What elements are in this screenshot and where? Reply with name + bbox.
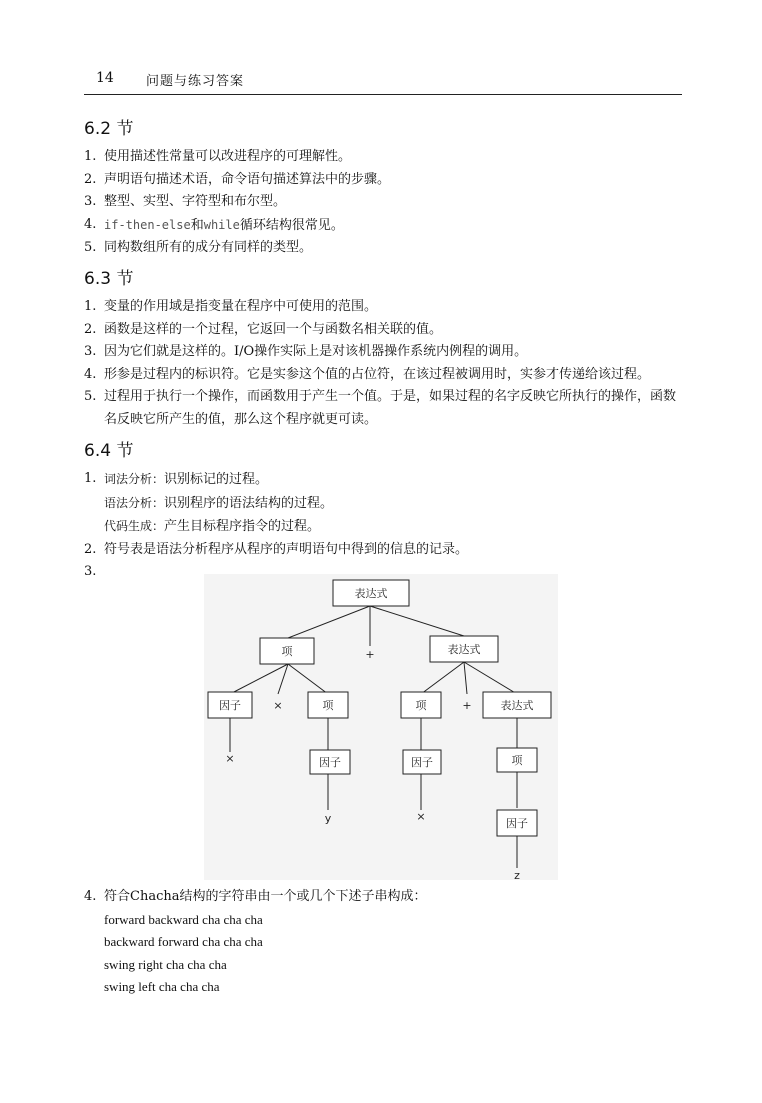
tree-leaf-x-1: × bbox=[225, 752, 235, 765]
tree-label-root: 表达式 bbox=[354, 587, 388, 600]
list-item: 4. if-then-else和while循环结构很常见。 bbox=[84, 216, 344, 233]
tree-leaf-y: y bbox=[324, 812, 332, 825]
list-item: 语法分析：识别程序的语法结构的过程。 bbox=[104, 495, 334, 511]
section-title-6-2: 6.2 节 bbox=[84, 119, 134, 139]
list-item: 3. 整型、实型、字符型和布尔型。 bbox=[84, 194, 287, 209]
tree-label-factor-rl: 因子 bbox=[411, 756, 433, 769]
tree-label-plus-1: + bbox=[365, 648, 375, 661]
question-4-text: 4. 符合Chacha结构的字符串由一个或几个下述子串构成： bbox=[84, 889, 427, 904]
list-item: 1. 词法分析：识别标记的过程。 bbox=[84, 471, 269, 487]
chacha-line: forward backward cha cha cha bbox=[104, 911, 263, 927]
list-item: 2. 符号表是语法分析程序从程序的声明语句中得到的信息的记录。 bbox=[84, 541, 469, 557]
question-4 bbox=[84, 886, 684, 999]
tree-label-term-lr: 项 bbox=[322, 699, 334, 712]
code-while: while bbox=[203, 217, 240, 232]
tree-leaf-z: z bbox=[514, 869, 520, 880]
section-6-4-list: 1. 词法分析：识别标记的过程。 语法分析：识别程序的语法结构的过程。 代码生成：产生目标程序指令的过程。 2. 符号表是语法分析程序从程序的声明语句中得到的信息的记录。 3. bbox=[84, 468, 684, 561]
list-item: 3. 因为它们就是这样的。I/O操作实际上是对该机器操作系统内例程的调用。 bbox=[84, 344, 528, 359]
list-item: 2. 函数是这样的一个过程，它返回一个与函数名相关联的值。 bbox=[84, 321, 443, 337]
list-item: 5. 过程用于执行一个操作，而函数用于产生一个值。于是，如果过程的名字反映它所执行的操作，函数名反映它所产生的值，那么这个程序就更可读。 bbox=[84, 389, 677, 427]
list-item: 4. 形参是过程内的标识符。它是实参这个值的占位符，在该过程被调用时，实参才传递给该过程。 bbox=[84, 366, 651, 382]
section-title-6-4: 6.4 节 bbox=[84, 441, 134, 461]
section-6-3-list bbox=[84, 296, 684, 431]
chacha-line: swing right cha cha cha bbox=[104, 956, 227, 972]
tree-label-plus-2: + bbox=[462, 699, 472, 712]
chacha-line: swing left cha cha cha bbox=[104, 979, 220, 994]
section-title-6-3: 6.3 节 bbox=[84, 269, 134, 289]
list-item: 5. 同构数组所有的成分有同样的类型。 bbox=[84, 240, 313, 255]
page-number: 14 bbox=[96, 70, 114, 86]
code-if-then-else: if-then-else bbox=[104, 217, 191, 232]
tree-label-times: × bbox=[273, 699, 283, 712]
tree-label-factor-lr: 因子 bbox=[319, 756, 341, 769]
tree-label-factor-l: 因子 bbox=[219, 699, 241, 712]
header-title: 问题与练习答案 bbox=[146, 74, 245, 89]
parse-tree-diagram bbox=[204, 574, 558, 880]
tree-label-factor-rr: 因子 bbox=[506, 817, 528, 830]
list-item: 1. 使用描述性常量可以改进程序的可理解性。 bbox=[84, 149, 352, 164]
tree-label-expr-rr: 表达式 bbox=[500, 699, 534, 712]
tree-label-expr-r: 表达式 bbox=[447, 643, 481, 656]
list-item: 1. 变量的作用域是指变量在程序中可使用的范围。 bbox=[84, 299, 378, 314]
running-header bbox=[84, 70, 682, 95]
list-item: 代码生成：产生目标程序指令的过程。 bbox=[104, 519, 321, 534]
chacha-line: backward forward cha cha cha bbox=[104, 934, 263, 949]
section-6-2-list bbox=[84, 146, 684, 260]
tree-label-term-rl: 项 bbox=[415, 699, 427, 712]
list-item: 2. 声明语句描述术语，命令语句描述算法中的步骤。 bbox=[84, 171, 391, 187]
tree-label-term-rr: 项 bbox=[511, 754, 523, 767]
tree-leaf-x-2: × bbox=[416, 810, 426, 823]
tree-label-term-l: 项 bbox=[281, 645, 293, 658]
